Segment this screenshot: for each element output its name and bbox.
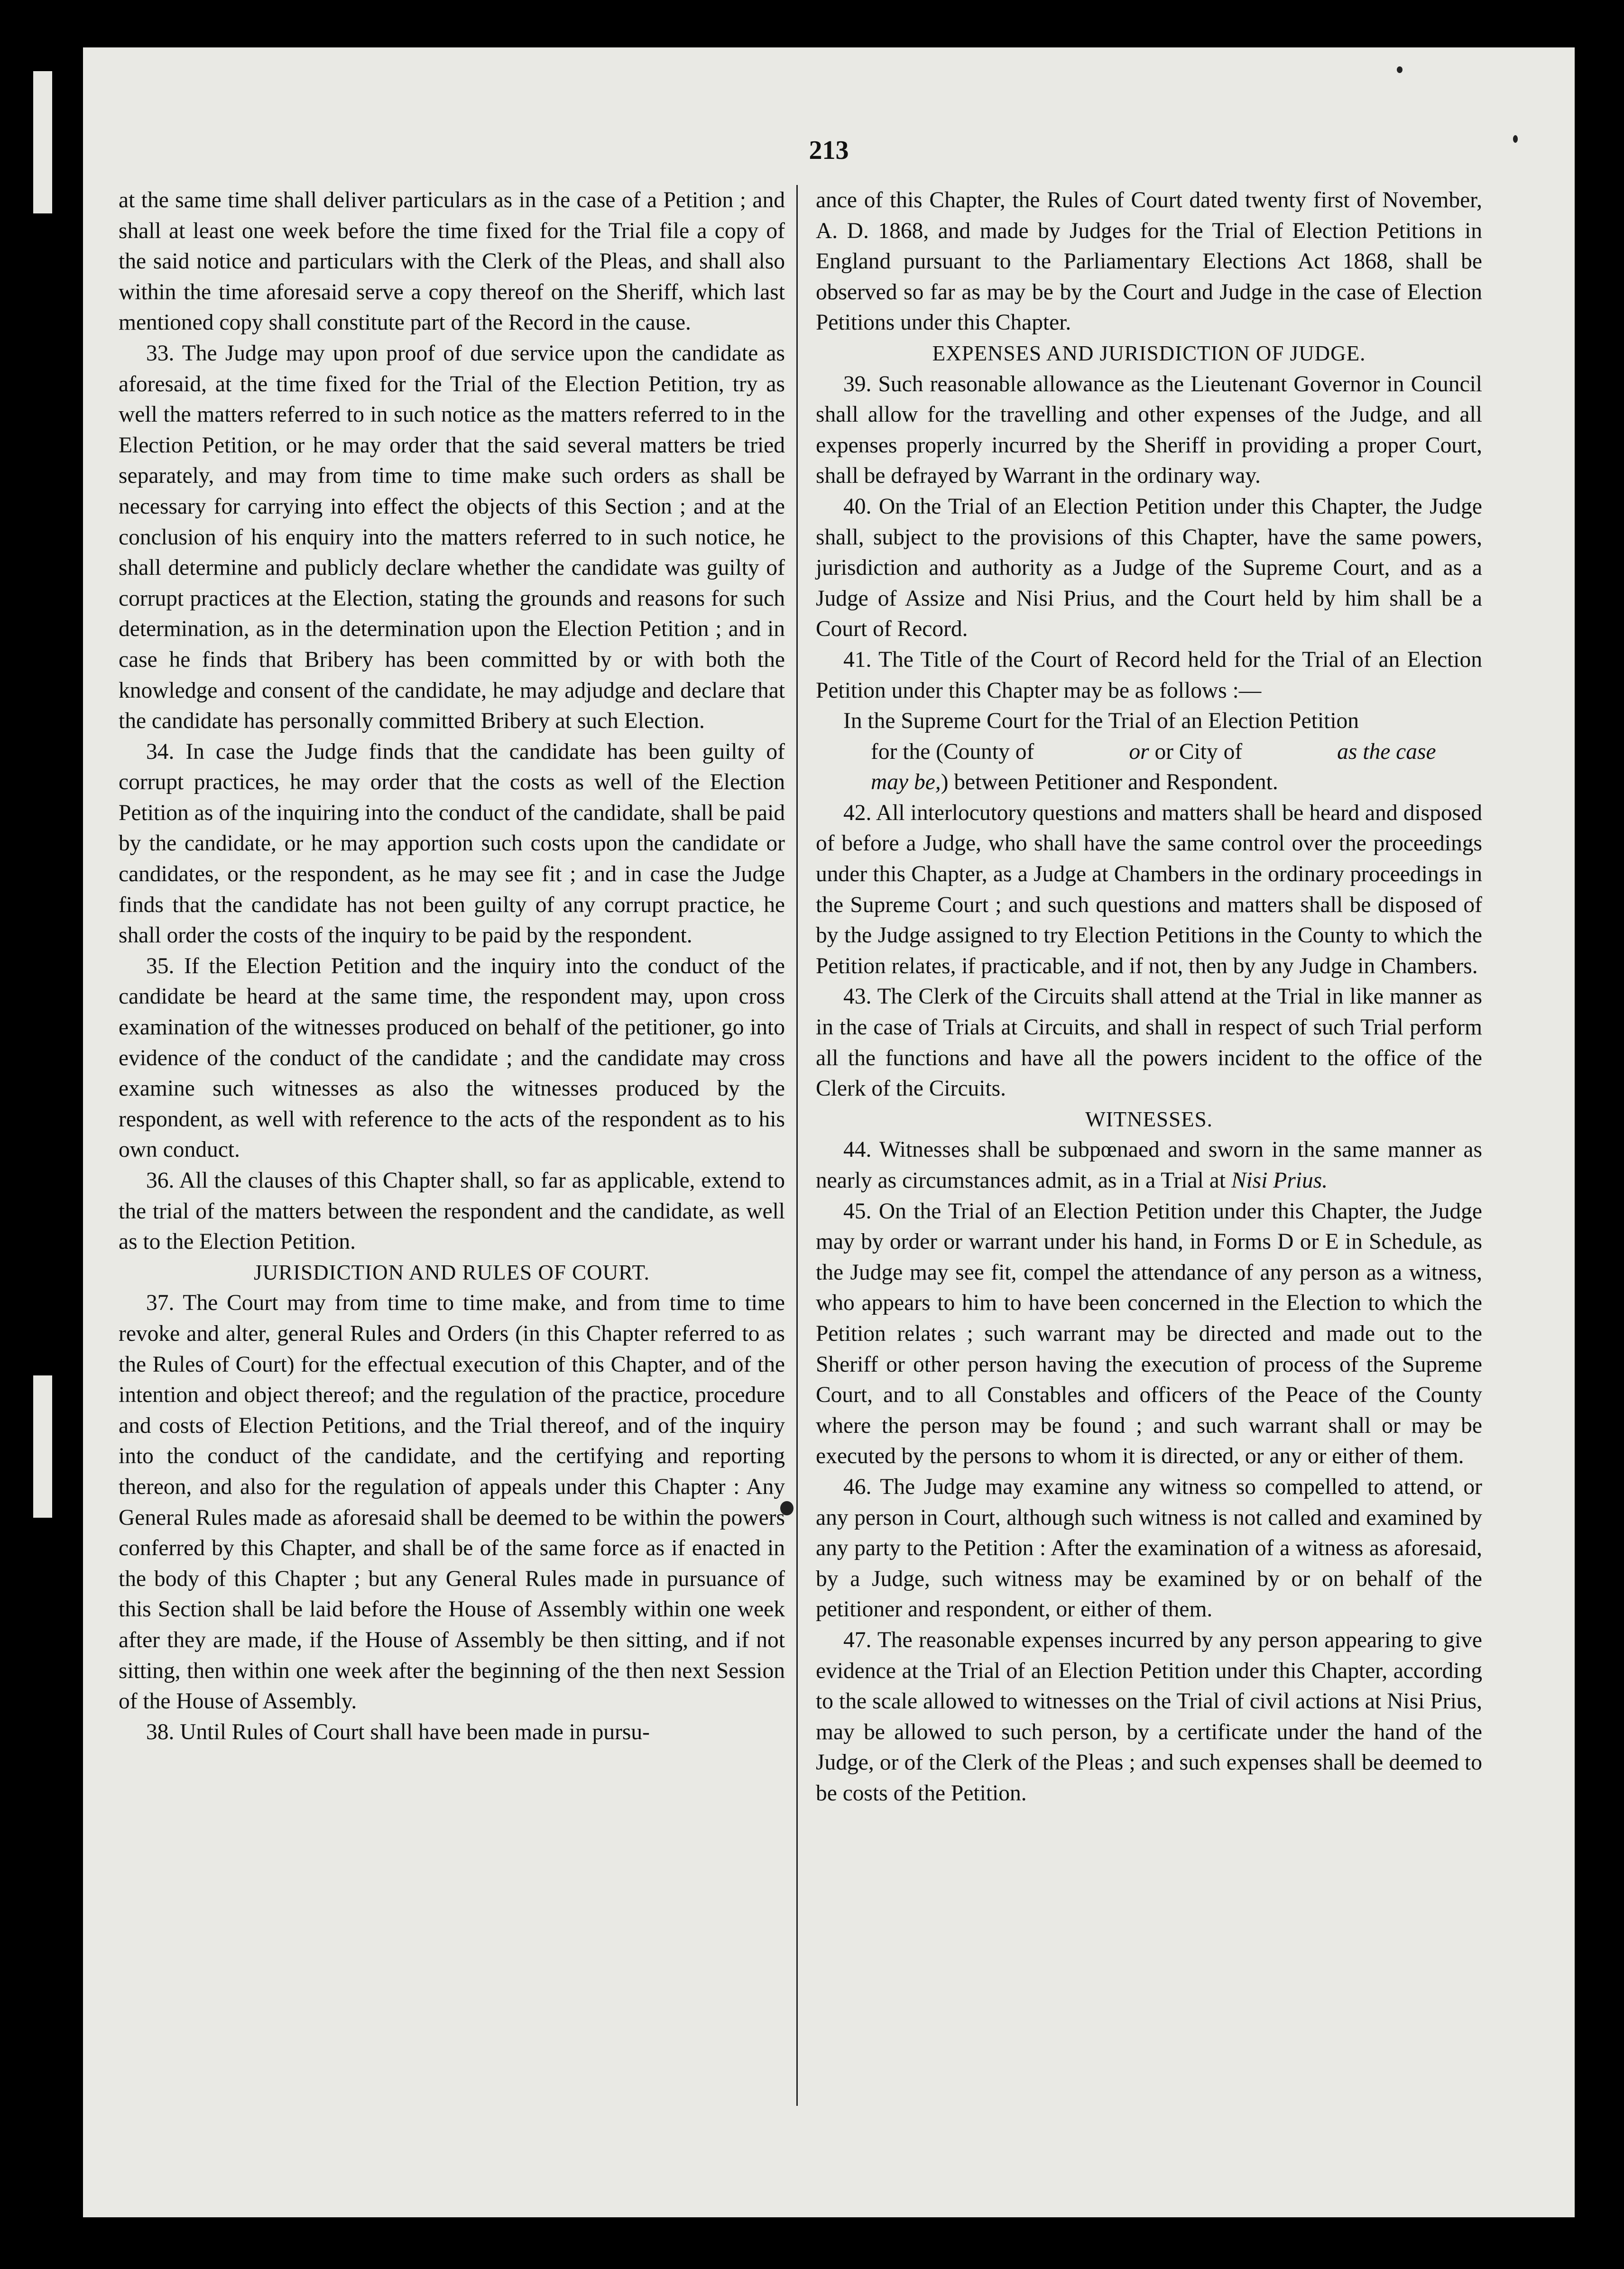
form-line-2 [843, 737, 1482, 767]
form-or: or [1129, 739, 1149, 764]
column-divider [796, 185, 798, 2106]
section-44 [816, 1134, 1482, 1196]
form-case: as the case [1337, 739, 1436, 764]
section-41: 41. The Title of the Court of Record held for the Trial of an Election Petition under this Chapter may be as follows :— [816, 647, 1482, 703]
heading-expenses-jurisdiction: EXPENSES AND JURISDICTION OF JUDGE. [932, 341, 1366, 365]
left-column [119, 185, 785, 1747]
form-county: for the (County of [871, 739, 1034, 764]
section-35: 35. If the Election Petition and the inquiry into the conduct of the candidate be heard at the same time, the respondent may, upon cross examination of the witnesses produced on behalf of the petitioner, go into evidence of the conduct of the candidate ; and the candidate may cross examine such witnesses as also the witnesses produced by the respondent, as well with reference to the acts of the respondent as to his own conduct. [119, 953, 785, 1162]
section-44-italic: Nisi Prius. [1231, 1168, 1328, 1193]
form-end: ) between Petitioner and Respondent. [941, 770, 1278, 795]
heading-jurisdiction-rules: JURISDICTION AND RULES OF COURT. [254, 1260, 650, 1284]
section-36: 36. All the clauses of this Chapter shall, so far as applicable, extend to the trial of the matters between the respondent and the candidate, as well as to the Election Petition. [119, 1168, 785, 1254]
section-34: 34. In case the Judge finds that the candidate has been guilty of corrupt practices, he may order that the costs as well of the Election Petition as of the inquiring into the conduct of the candidate, shall be paid by the candidate, or he may apportion such costs upon the candidate or candidates, or the respondent, as he may see fit ; and in case the Judge finds that the candidate has not been guilty of any corrupt practice, he shall order the costs of the inquiry to be paid by the respondent. [119, 739, 785, 948]
section-38-end: ance of this Chapter, the Rules of Court dated twenty first of November, A. D. 1868, and made by Judges for the Trial of Election Petitions in England pursuant to the Parliamentary Elections Act 1868, shall be observed so far as may be by the Court and Judge in the case of Election Petitions under this Chapter. [816, 188, 1482, 335]
section-43: 43. The Clerk of the Circuits shall attend at the Trial in like manner as in the case of Trials at Circuits, and shall in respect of such Trial perform all the functions and have all the powers incident to the office of the Clerk of the Circuits. [816, 984, 1482, 1101]
section-44-text: 44. Witnesses shall be subpœnaed and sworn in the same manner as nearly as circumstances admit, as in a Trial at [816, 1137, 1482, 1193]
section-46: 46. The Judge may examine any witness so compelled to attend, or any person in Court, although such witness is not called and examined by any party to the Petition : After the examination of a witness as aforesaid, by a Judge, such witness may be examined by or on behalf of the petitioner and respondent, or either of them. [816, 1474, 1482, 1622]
paragraph-continuation: at the same time shall deliver particulars as in the case of a Petition ; and shall at least one week before the time fixed for the Trial file a copy of the said notice and particulars with the Clerk of the Pleas, and shall also within the time aforesaid serve a copy thereof on the Sheriff, which last mentioned copy shall constitute part of the Record in the cause. [119, 188, 785, 335]
scan-edge-mark-bottom [33, 1375, 52, 1518]
scan-edge-mark-top [33, 71, 52, 213]
section-38-start: 38. Until Rules of Court shall have been made in pursu- [146, 1719, 650, 1744]
section-47: 47. The reasonable expenses incurred by any person appearing to give evidence at the Trial of an Election Petition under this Chapter, according to the scale allowed to witnesses on the Trial of civil actions at Nisi Prius, may be allowed to such person, by a certificate under the hand of the Judge, or of the Clerk of the Pleas ; and such expenses shall be deemed to be costs of the Petition. [816, 1627, 1482, 1806]
section-33: 33. The Judge may upon proof of due service upon the candidate as aforesaid, at the time fixed for the Trial of the Election Petition, try as well the matters referred to in such notice as the matters referred to in the Election Petition, or he may order that the said several matters be tried separately, and may from time to time make such orders as shall be necessary for carrying into effect the objects of this Section ; and at the conclusion of his enquiry into the matters referred to in such notice, he shall determine and publicly declare whether the candidate was guilty of corrupt practices at the Election, stating the grounds and reasons for such determination, as in the determination upon the Election Petition ; and in case he finds that Bribery has been committed by or with both the knowledge and consent of the candidate, he may adjudge and declare that the candidate has personally committed Bribery at such Election. [119, 341, 785, 734]
form-maybe: may be, [871, 770, 941, 795]
ink-speck [1397, 66, 1403, 73]
section-37: 37. The Court may from time to time make, and from time to time revoke and alter, general Rules and Orders (in this Chapter referred to as the Rules of Court) for the effectual execution of this Chapter, and of the intention and object thereof; and the regulation of the practice, procedure and costs of Election Petitions, and the Trial thereof, and of the inquiry into the conduct of the candidate, and the certifying and reporting thereon, and also for the regulation of appeals under this Chapter : Any General Rules made as aforesaid shall be deemed to be within the powers conferred by this Chapter, and shall be of the same force as if enacted in the body of this Chapter ; but any General Rules made in pursuance of this Section shall be laid before the House of Assembly within one week after they are made, if the House of Assembly be then sitting, and if not sitting, then within one week after the beginning of the then next Session of the House of Assembly. [119, 1291, 785, 1714]
section-42: 42. All interlocutory questions and matters shall be heard and disposed of before a Judge, who shall have the same control over the proceedings under this Chapter, as a Judge at Chambers in the ordinary proceedings in the Supreme Court ; and such questions and matters shall be disposed of by the Judge assigned to try Election Petitions in the County to which the Petition relates, if practicable, and if not, then by any Judge in Chambers. [816, 800, 1482, 978]
document-page [83, 47, 1575, 2217]
section-39: 39. Such reasonable allowance as the Lieutenant Governor in Council shall allow for the travelling and other expenses of the Judge, and all expenses properly incurred by the Sheriff in providing a proper Court, shall be defrayed by Warrant in the ordinary way. [816, 371, 1482, 489]
section-40: 40. On the Trial of an Election Petition under this Chapter, the Judge shall, subject to the provisions of this Chapter, have the same powers, jurisdiction and authority as a Judge of the Supreme Court, and as a Judge of Assize and Nisi Prius, and the Court held by him shall be a Court of Record. [816, 494, 1482, 642]
form-line-3 [843, 767, 1482, 798]
page-number: 213 [809, 136, 849, 165]
form-line-1: In the Supreme Court for the Trial of an Election Petition [843, 709, 1359, 734]
court-title-form [816, 706, 1482, 798]
ink-speck [1513, 135, 1518, 143]
section-45: 45. On the Trial of an Election Petition under this Chapter, the Judge may by order or warrant under his hand, in Forms D or E in Schedule, as the Judge may see fit, compel the attendance of any person as a witness, who appears to him to have been concerned in the Election to which the Petition relates ; such warrant may be directed and made out to the Sheriff or other person having the execution of process of the Supreme Court, and to all Constables and officers of the Peace of the County where the person may be found ; and such warrant shall or may be executed by the persons to whom it is directed, or any or either of them. [816, 1199, 1482, 1469]
form-city: or City of [1154, 739, 1243, 764]
heading-witnesses: WITNESSES. [1085, 1107, 1213, 1131]
right-column [816, 185, 1482, 1808]
